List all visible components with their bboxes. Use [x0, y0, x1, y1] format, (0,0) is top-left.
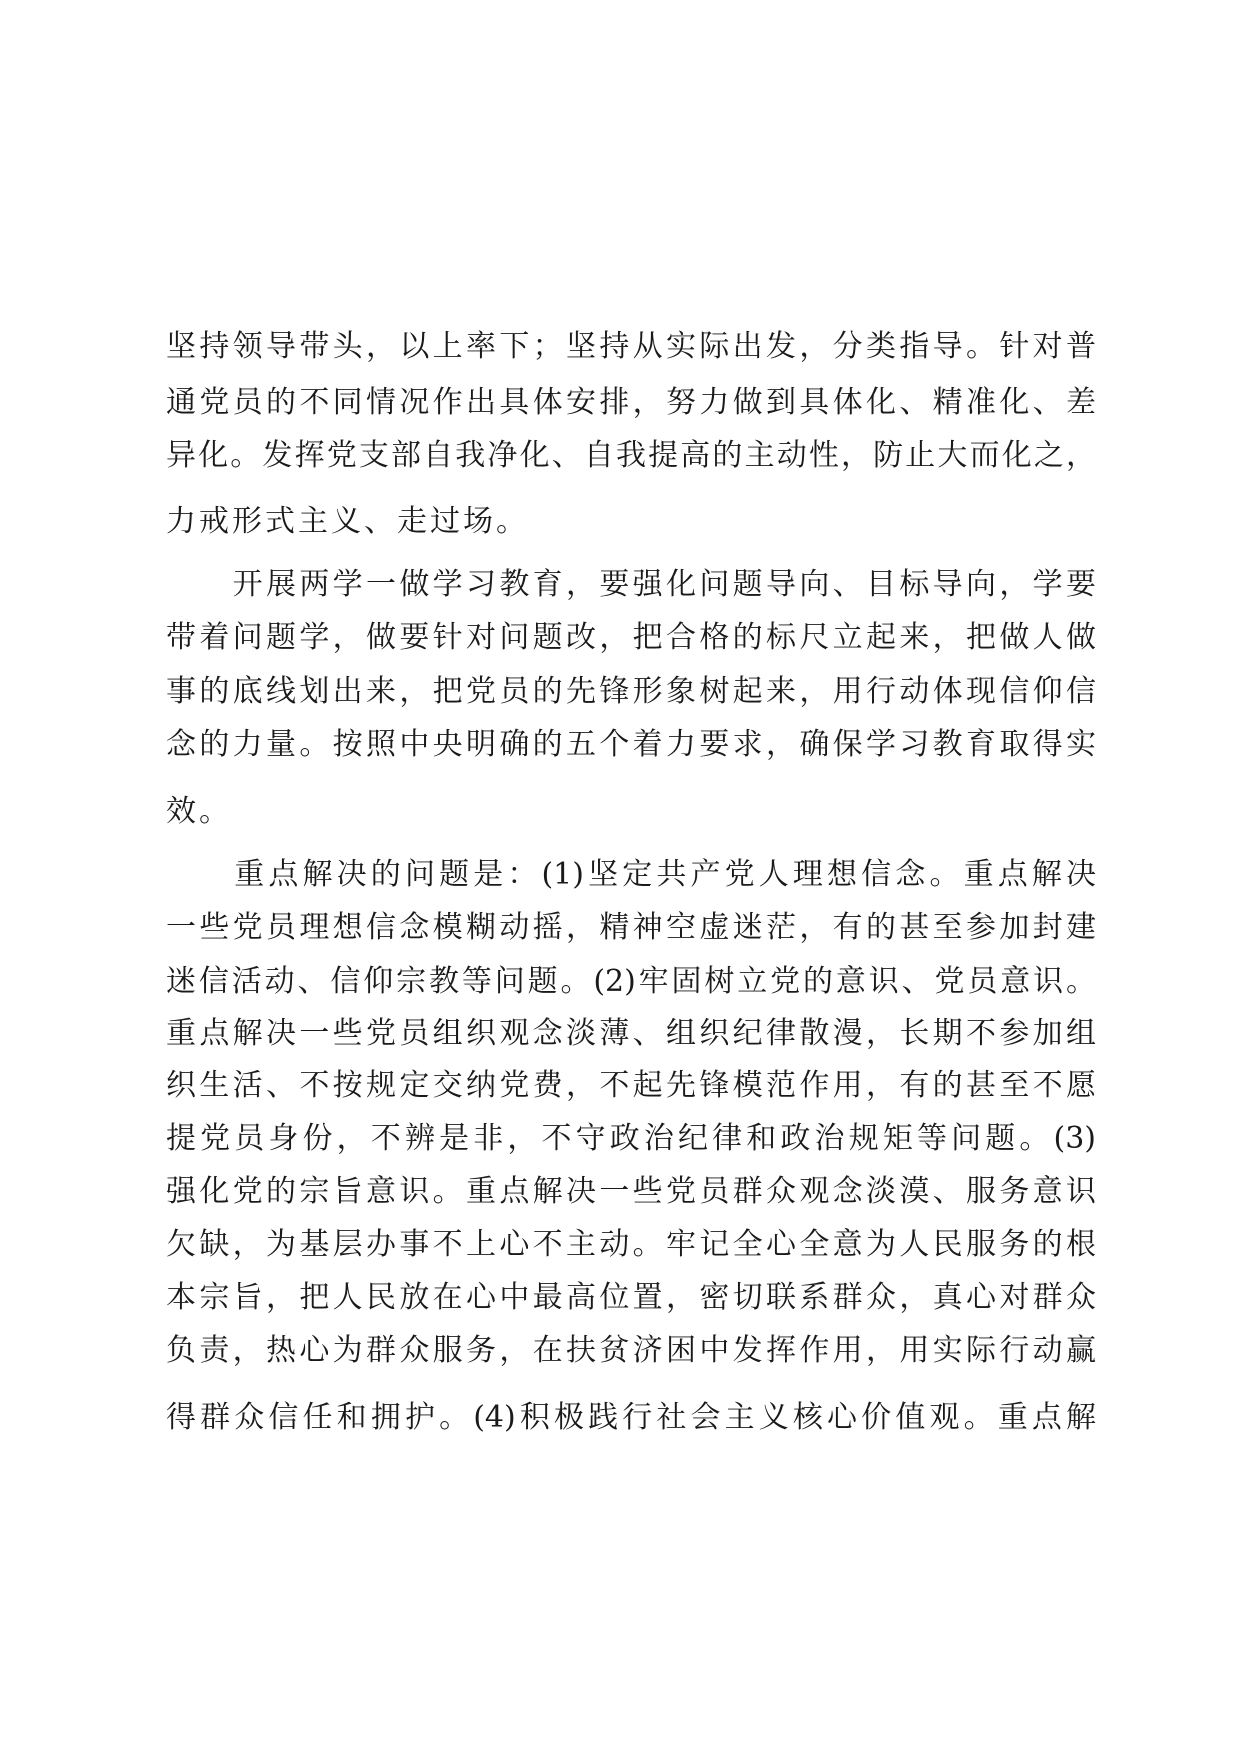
paragraph-3-line-3: 迷信活动、信仰宗教等问题。(2)牢固树立党的意识、党员意识。: [166, 964, 1096, 999]
paragraph-2-line-2: 带着问题学，做要针对问题改，把合格的标尺立起来，把做人做: [166, 620, 1096, 655]
paragraph-1-line-2: 通党员的不同情况作出具体安排，努力做到具体化、精准化、差: [166, 385, 1096, 420]
paragraph-2-line-4: 念的力量。按照中央明确的五个着力要求，确保学习教育取得实: [166, 727, 1096, 762]
paragraph-1-line-1: 坚持领导带头，以上率下；坚持从实际出发，分类指导。针对普: [166, 329, 1096, 364]
paragraph-2-line-5: 效。: [166, 794, 232, 829]
paragraph-3-line-6: 提党员身份，不辨是非，不守政治纪律和政治规矩等问题。(3): [166, 1121, 1096, 1156]
paragraph-3-line-10: 负责，热心为群众服务，在扶贫济困中发挥作用，用实际行动赢: [166, 1333, 1096, 1368]
paragraph-2-line-3: 事的底线划出来，把党员的先锋形象树起来，用行动体现信仰信: [166, 674, 1096, 709]
paragraph-1-line-3: 异化。发挥党支部自我净化、自我提高的主动性，防止大而化之，: [166, 438, 1096, 473]
paragraph-1-line-4: 力戒形式主义、走过场。: [166, 504, 529, 539]
paragraph-3-line-7: 强化党的宗旨意识。重点解决一些党员群众观念淡漠、服务意识: [166, 1174, 1096, 1209]
paragraph-3-line-9: 本宗旨，把人民放在心中最高位置，密切联系群众，真心对群众: [166, 1280, 1096, 1315]
paragraph-3-line-5: 织生活、不按规定交纳党费，不起先锋模范作用，有的甚至不愿: [166, 1068, 1096, 1103]
paragraph-3-line-1: 重点解决的问题是：(1)坚定共产党人理想信念。重点解决: [166, 857, 1096, 892]
paragraph-3-line-8: 欠缺，为基层办事不上心不主动。牢记全心全意为人民服务的根: [166, 1227, 1096, 1262]
paragraph-3-line-11: 得群众信任和拥护。(4)积极践行社会主义核心价值观。重点解: [166, 1400, 1096, 1435]
paragraph-3-line-2: 一些党员理想信念模糊动摇，精神空虚迷茫，有的甚至参加封建: [166, 910, 1096, 945]
paragraph-2-line-1: 开展两学一做学习教育，要强化问题导向、目标导向，学要: [166, 567, 1096, 602]
paragraph-3-line-4: 重点解决一些党员组织观念淡薄、组织纪律散漫，长期不参加组: [166, 1016, 1096, 1051]
